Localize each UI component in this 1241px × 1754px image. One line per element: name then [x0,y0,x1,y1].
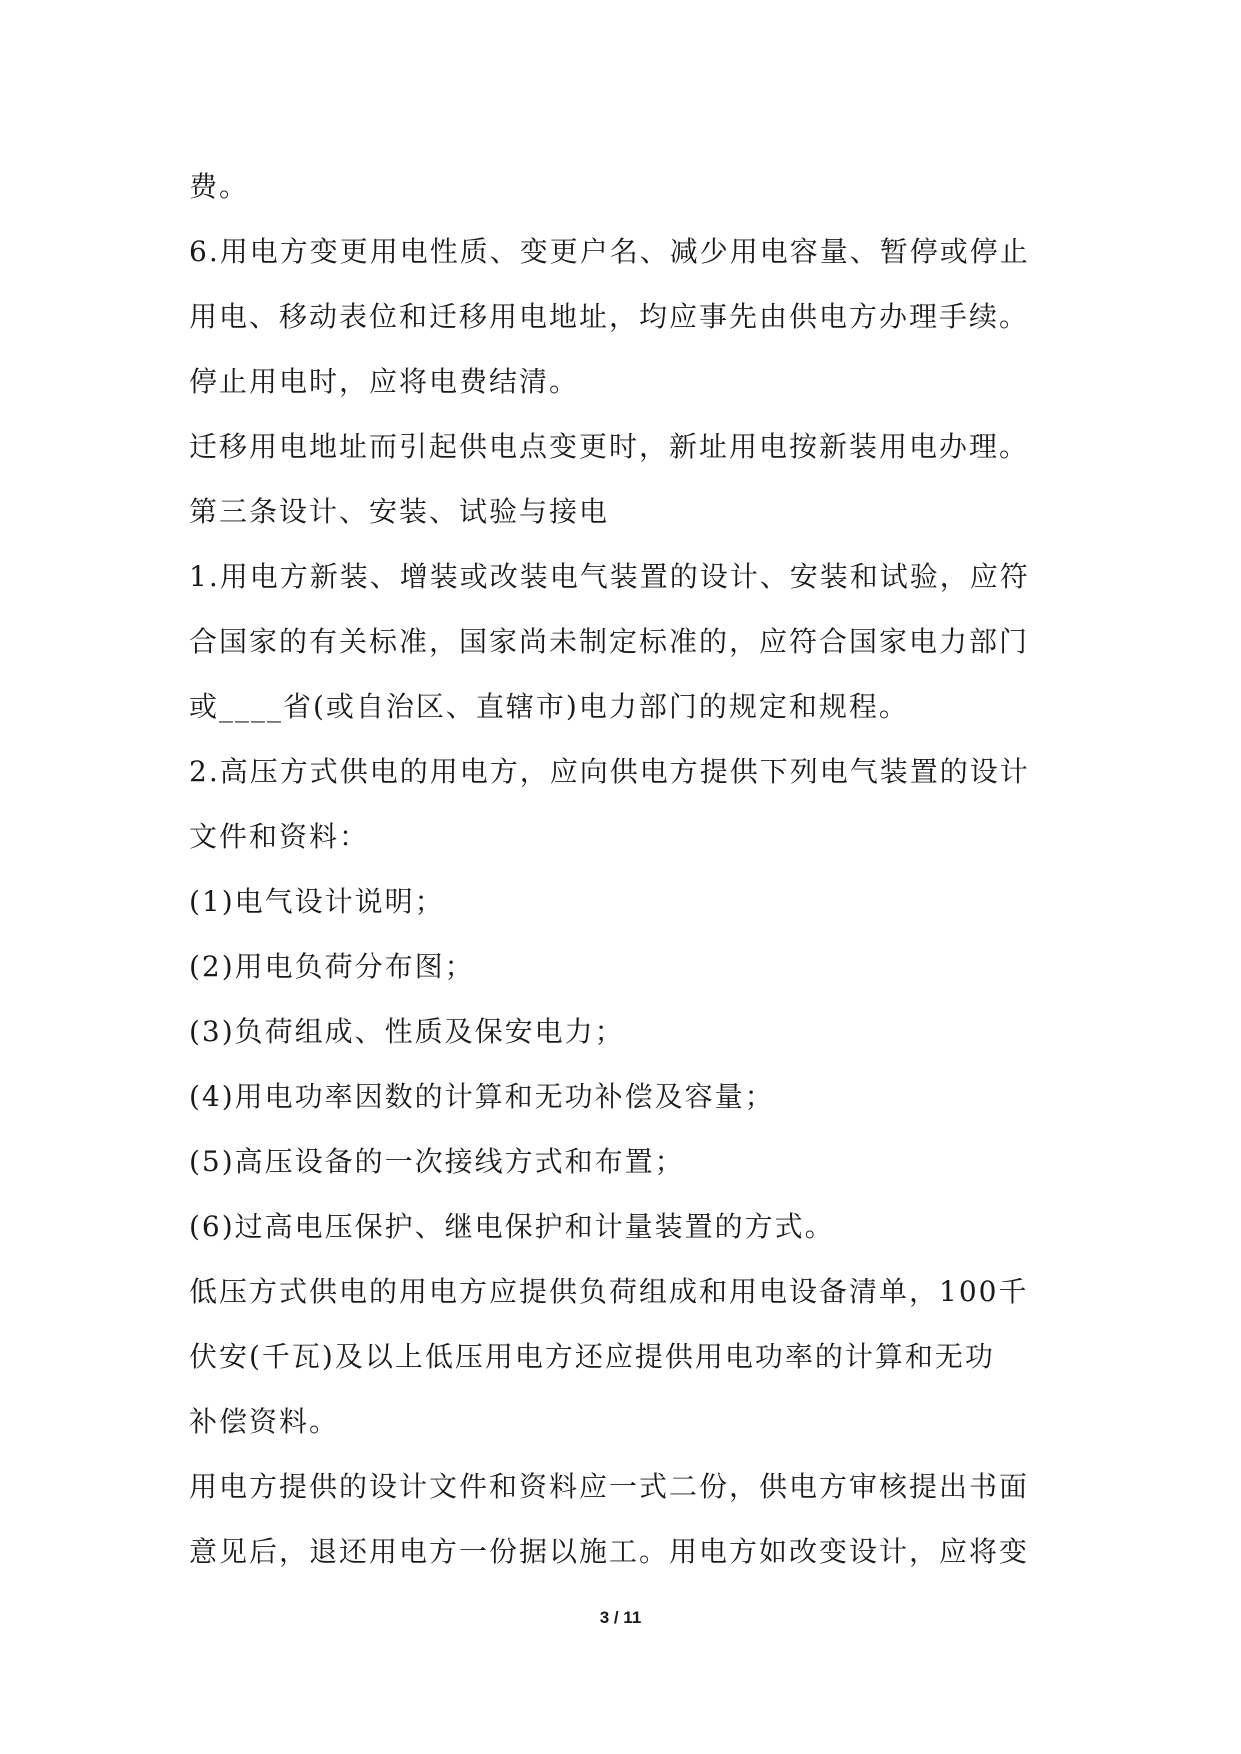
text-line: 伏安(千瓦)及以上低压用电方还应提供用电功率的计算和无功 [189,1340,995,1373]
text-line: 低压方式供电的用电方应提供负荷组成和用电设备清单，100千 [189,1275,1029,1308]
text-line: 停止用电时，应将电费结清。 [189,365,580,398]
text-line: 迁移用电地址而引起供电点变更时，新址用电按新装用电办理。 [189,430,1030,463]
text-line: 合国家的有关标准，国家尚未制定标准的，应符合国家电力部门 [189,625,1030,658]
text-line: 用电、移动表位和迁移用电地址，均应事先由供电方办理手续。 [189,300,1030,333]
text-line: 意见后，退还用电方一份据以施工。用电方如改变设计，应将变 [189,1535,1030,1568]
list-item: (2)用电负荷分布图； [189,950,475,983]
text-line: 费。 [189,170,250,203]
text-line: 用电方提供的设计文件和资料应一式二份，供电方审核提出书面 [189,1470,1030,1503]
list-item: (3)负荷组成、性质及保安电力； [189,1015,625,1048]
section-heading: 第三条设计、安装、试验与接电 [189,495,610,528]
document-body [189,154,1069,1584]
text-line: 2.高压方式供电的用电方，应向供电方提供下列电气装置的设计 [189,755,1030,788]
page-number: 3 / 11 [599,1608,642,1627]
text-line: 6.用电方变更用电性质、变更户名、减少用电容量、暂停或停止 [189,235,1030,268]
list-item: (6)过高电压保护、继电保护和计量装置的方式。 [189,1210,835,1243]
text-line: 补偿资料。 [189,1405,340,1438]
list-item: (5)高压设备的一次接线方式和布置； [189,1145,685,1178]
list-item: (4)用电功率因数的计算和无功补偿及容量； [189,1080,775,1113]
list-item: (1)电气设计说明； [189,885,445,918]
text-line: 1.用电方新装、增装或改装电气装置的设计、安装和试验，应符 [189,560,1030,593]
text-line: 或____省(或自治区、直辖市)电力部门的规定和规程。 [189,690,909,723]
text-line: 文件和资料： [189,820,370,853]
